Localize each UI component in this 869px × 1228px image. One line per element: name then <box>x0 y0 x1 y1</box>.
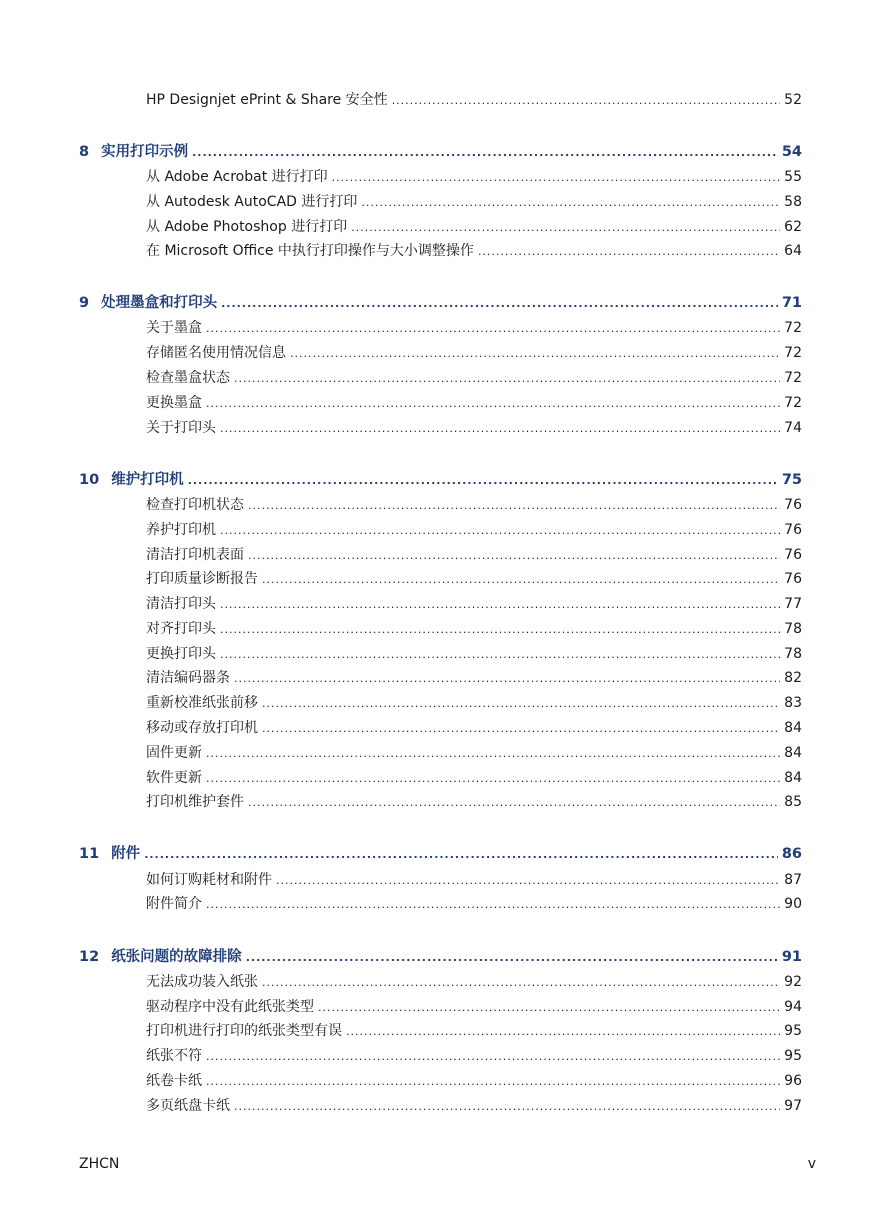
page-number: 95 <box>784 1023 802 1039</box>
section-title <box>146 191 357 211</box>
entry-title-text: 从 Adobe Acrobat 进行打印 <box>146 169 328 185</box>
page-number: 82 <box>784 670 802 686</box>
dot-leader <box>206 1075 780 1088</box>
page-number: 74 <box>784 420 802 436</box>
toc-section-entry[interactable] <box>146 240 802 260</box>
toc-chapter-entry[interactable] <box>79 842 802 863</box>
dot-leader <box>276 874 780 887</box>
toc-section-entry[interactable] <box>146 692 802 712</box>
section-title <box>146 216 347 236</box>
dot-leader <box>192 146 778 159</box>
section-title <box>146 742 202 762</box>
entry-title-text: 检查打印机状态 <box>146 497 244 513</box>
section-title <box>146 893 202 913</box>
toc-section-entry[interactable] <box>146 417 802 437</box>
section-title <box>146 1020 342 1040</box>
chapter-number: 8 <box>79 144 90 160</box>
dot-leader <box>220 648 780 661</box>
dot-leader <box>206 772 780 785</box>
toc-chapter-entry[interactable] <box>79 291 802 312</box>
dot-leader <box>346 1025 780 1038</box>
page-number: 76 <box>784 571 802 587</box>
entry-title-text: 实用打印示例 <box>101 144 189 160</box>
toc-section-entry[interactable] <box>146 1095 802 1115</box>
entry-title-text: 如何订购耗材和附件 <box>146 872 272 888</box>
page-number: 95 <box>784 1048 802 1064</box>
page-number: 86 <box>781 846 802 862</box>
toc-section-entry[interactable] <box>146 869 802 889</box>
toc-section-entry[interactable] <box>146 1020 802 1040</box>
entry-title-text: 软件更新 <box>146 770 202 786</box>
page-number: 71 <box>781 295 802 311</box>
page-number: 77 <box>784 596 802 612</box>
section-title <box>146 240 474 260</box>
toc-section-entry[interactable] <box>146 494 802 514</box>
section-title <box>146 667 230 687</box>
toc-section-entry[interactable] <box>146 643 802 663</box>
entry-title-text: 打印质量诊断报告 <box>146 571 258 587</box>
page-number: 54 <box>781 144 802 160</box>
entry-title-text: 重新校准纸张前移 <box>146 695 258 711</box>
dot-leader <box>206 322 780 335</box>
section-title <box>146 1095 230 1115</box>
section-title <box>146 392 202 412</box>
section-title <box>146 166 328 186</box>
entry-title-text: 移动或存放打印机 <box>146 720 258 736</box>
toc-section-entry[interactable] <box>146 544 802 564</box>
toc-section-entry[interactable] <box>146 791 802 811</box>
entry-title-text: 纸张问题的故障排除 <box>111 949 242 965</box>
section-title <box>146 791 244 811</box>
dot-leader <box>234 672 780 685</box>
section-title <box>146 767 202 787</box>
chapter-number: 10 <box>79 472 100 488</box>
dot-leader <box>351 221 780 234</box>
page-number: 72 <box>784 320 802 336</box>
entry-title-text: HP Designjet ePrint & Share 安全性 <box>146 92 388 108</box>
entry-title-text: 打印机进行打印的纸张类型有误 <box>146 1023 342 1039</box>
toc-chapter-entry[interactable] <box>79 140 802 161</box>
chapter-title <box>79 468 184 489</box>
entry-title-text: 纸卷卡纸 <box>146 1073 202 1089</box>
section-title <box>146 717 258 737</box>
toc-section-entry[interactable] <box>146 667 802 687</box>
dot-leader <box>220 422 780 435</box>
entry-title-text: 对齐打印头 <box>146 621 216 637</box>
page-number: 84 <box>784 770 802 786</box>
toc-section-entry[interactable] <box>146 568 802 588</box>
entry-title-text: 附件 <box>111 846 141 862</box>
page-number: 72 <box>784 395 802 411</box>
chapter-title <box>79 842 140 863</box>
page-number: 58 <box>784 194 802 210</box>
toc-section-entry[interactable] <box>146 996 802 1016</box>
toc-section-entry[interactable] <box>146 392 802 412</box>
chapter-number: 12 <box>79 949 100 965</box>
entry-title-text: 打印机维护套件 <box>146 794 244 810</box>
chapter-title <box>79 291 217 312</box>
chapter-title <box>79 140 188 161</box>
entry-title-text: 养护打印机 <box>146 522 216 538</box>
dot-leader <box>206 747 780 760</box>
entry-title-text: 在 Microsoft Office 中执行打印操作与大小调整操作 <box>146 243 474 259</box>
dot-leader <box>318 1001 780 1014</box>
section-title <box>146 1070 202 1090</box>
toc-section-entry[interactable] <box>146 367 802 387</box>
page-number: 84 <box>784 745 802 761</box>
page-number: 52 <box>784 92 802 108</box>
dot-leader <box>206 898 780 911</box>
page-number: 64 <box>784 243 802 259</box>
toc-section-entry[interactable] <box>146 1045 802 1065</box>
page-number: 72 <box>784 370 802 386</box>
page-number: 94 <box>784 999 802 1015</box>
dot-leader <box>220 623 780 636</box>
dot-leader <box>188 474 778 487</box>
section-title <box>146 519 216 539</box>
section-title <box>146 417 216 437</box>
dot-leader <box>144 848 778 861</box>
entry-title-text: 从 Autodesk AutoCAD 进行打印 <box>146 194 358 210</box>
dot-leader <box>290 347 780 360</box>
dot-leader <box>221 297 778 310</box>
toc-section-entry[interactable] <box>146 717 802 737</box>
page-number: 76 <box>784 497 802 513</box>
footer-language-code: ZHCN <box>79 1156 120 1172</box>
page-number: 91 <box>781 949 802 965</box>
chapter-title <box>79 945 242 966</box>
dot-leader <box>262 697 780 710</box>
toc-section-entry[interactable] <box>146 166 802 186</box>
entry-title-text: 多页纸盘卡纸 <box>146 1098 230 1114</box>
dot-leader <box>262 722 780 735</box>
toc-chapter-entry[interactable] <box>79 468 802 489</box>
section-title <box>146 317 202 337</box>
entry-title-text: 检查墨盒状态 <box>146 370 230 386</box>
page-number: 96 <box>784 1073 802 1089</box>
entry-title-text: 从 Adobe Photoshop 进行打印 <box>146 219 348 235</box>
section-title <box>146 544 244 564</box>
toc-section-entry[interactable] <box>146 1070 802 1090</box>
section-title <box>146 89 388 109</box>
entry-title-text: 驱动程序中没有此纸张类型 <box>146 999 314 1015</box>
toc-section-entry[interactable] <box>146 767 802 787</box>
chapter-number: 9 <box>79 295 90 311</box>
section-title <box>146 996 314 1016</box>
page-number: 78 <box>784 621 802 637</box>
section-title <box>146 971 258 991</box>
entry-title-text: 清洁编码器条 <box>146 670 230 686</box>
entry-title-text: 清洁打印机表面 <box>146 547 244 563</box>
page-number: 55 <box>784 169 802 185</box>
entry-title-text: 纸张不符 <box>146 1048 202 1064</box>
toc-section-entry[interactable] <box>146 971 802 991</box>
toc-section-entry[interactable] <box>146 342 802 362</box>
section-title <box>146 342 286 362</box>
dot-leader <box>361 196 780 209</box>
toc-section-entry[interactable] <box>146 317 802 337</box>
toc-section-entry[interactable] <box>146 519 802 539</box>
section-title <box>146 643 216 663</box>
dot-leader <box>392 94 780 107</box>
dot-leader <box>248 499 780 512</box>
dot-leader <box>246 951 778 964</box>
entry-title-text: 更换打印头 <box>146 646 216 662</box>
footer-page-number: v <box>807 1156 816 1172</box>
page-number: 78 <box>784 646 802 662</box>
entry-title-text: 清洁打印头 <box>146 596 216 612</box>
dot-leader <box>248 549 780 562</box>
toc-section-entry[interactable] <box>146 742 802 762</box>
entry-title-text: 关于墨盒 <box>146 320 202 336</box>
page-number: 72 <box>784 345 802 361</box>
dot-leader <box>262 573 780 586</box>
page-number: 87 <box>784 872 802 888</box>
toc-section-entry[interactable] <box>146 89 802 109</box>
entry-title-text: 存储匿名使用情况信息 <box>146 345 286 361</box>
page-number: 84 <box>784 720 802 736</box>
section-title <box>146 692 258 712</box>
entry-title-text: 处理墨盒和打印头 <box>101 295 218 311</box>
section-title <box>146 1045 202 1065</box>
section-title <box>146 568 258 588</box>
page-number: 62 <box>784 219 802 235</box>
section-title <box>146 367 230 387</box>
dot-leader <box>262 976 780 989</box>
chapter-number: 11 <box>79 846 100 862</box>
dot-leader <box>248 796 780 809</box>
entry-title-text: 维护打印机 <box>111 472 184 488</box>
entry-title-text: 更换墨盒 <box>146 395 202 411</box>
dot-leader <box>234 1100 780 1113</box>
toc-section-entry[interactable] <box>146 893 802 913</box>
toc-section-entry[interactable] <box>146 593 802 613</box>
section-title <box>146 618 216 638</box>
dot-leader <box>478 245 780 258</box>
dot-leader <box>206 397 780 410</box>
section-title <box>146 593 216 613</box>
toc-section-entry[interactable] <box>146 216 802 236</box>
page-number: 83 <box>784 695 802 711</box>
entry-title-text: 无法成功装入纸张 <box>146 974 258 990</box>
page-number: 97 <box>784 1098 802 1114</box>
toc-chapter-entry[interactable] <box>79 945 802 966</box>
toc-section-entry[interactable] <box>146 191 802 211</box>
dot-leader <box>332 171 781 184</box>
dot-leader <box>234 372 780 385</box>
entry-title-text: 固件更新 <box>146 745 202 761</box>
entry-title-text: 关于打印头 <box>146 420 216 436</box>
page-number: 85 <box>784 794 802 810</box>
dot-leader <box>220 598 780 611</box>
toc-section-entry[interactable] <box>146 618 802 638</box>
dot-leader <box>220 524 780 537</box>
section-title <box>146 494 244 514</box>
page-number: 92 <box>784 974 802 990</box>
section-title <box>146 869 272 889</box>
page-number: 90 <box>784 896 802 912</box>
dot-leader <box>206 1050 780 1063</box>
entry-title-text: 附件简介 <box>146 896 202 912</box>
page-number: 75 <box>781 472 802 488</box>
page-number: 76 <box>784 547 802 563</box>
page-number: 76 <box>784 522 802 538</box>
